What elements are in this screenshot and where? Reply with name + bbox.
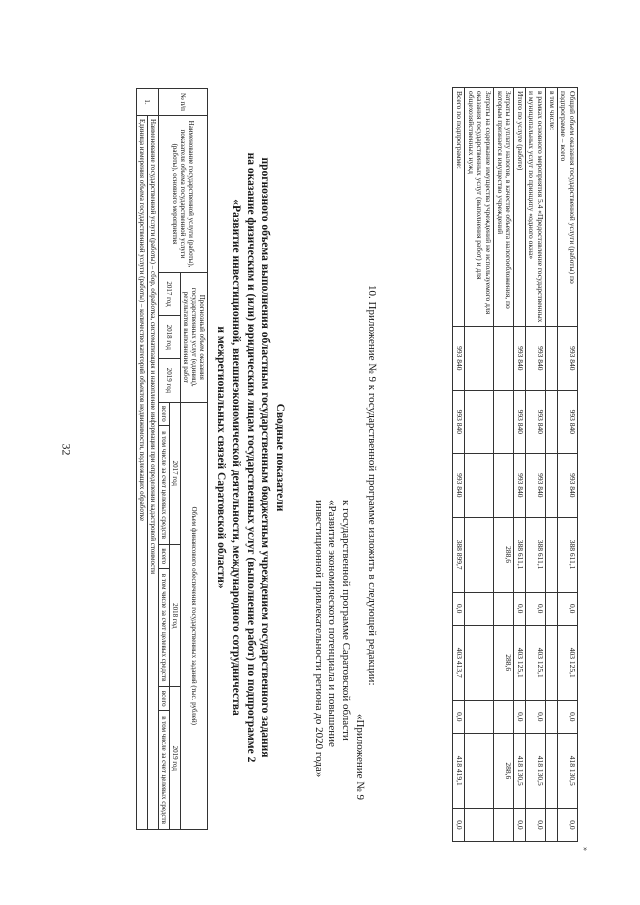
row-value (494, 390, 514, 454)
forecast-year: 2018 год (158, 316, 180, 359)
row-value: 288,6 (494, 517, 514, 592)
row-value: 403 125,1 (557, 625, 577, 700)
row-label: Всего по подпрограмме: (453, 88, 465, 327)
row-value: 288,6 (494, 625, 514, 700)
row-value: 0,0 (453, 592, 465, 625)
row-value: 993 840 (453, 327, 465, 391)
row-value: 0,0 (525, 808, 545, 841)
row-value (465, 327, 494, 391)
header-forecast: Прогнозный объем оказания государственных услуг (единиц), результатов выполнения работ (180, 273, 207, 403)
row-value: 0,0 (525, 592, 545, 625)
row-value: 388 611,1 (525, 517, 545, 592)
row-value (546, 390, 558, 454)
row-label: в том числе: (546, 88, 558, 327)
row-value: 0,0 (514, 808, 526, 841)
row-value: 993 840 (514, 327, 526, 391)
finance-total: всего (158, 545, 169, 569)
row-value (465, 592, 494, 625)
row-value: 0,0 (525, 700, 545, 733)
unit-row: Единица измерения объема государственной услуги (работы) – количество категорий объектов недвижимости, подлежащих обработке (136, 116, 147, 830)
title-line: на оказание физическим и (или) юридическим лицам государственных услуг (выполнение работ) по подпрограмме 2 (244, 152, 257, 763)
appendix-line: «Приложение № 9 (354, 713, 366, 800)
finance-year: 2019 год (169, 687, 180, 830)
row-value: 993 840 (453, 390, 465, 454)
finance-incl: в том числе за счет целевых средств (158, 426, 169, 545)
row-value: 288,6 (494, 733, 514, 808)
table-row (514, 88, 526, 842)
row-value (546, 700, 558, 733)
appendix-line: к государственной программе Саратовской области (340, 500, 353, 741)
row-value: 388 899,7 (453, 517, 465, 592)
title-line: и межрегиональных связей Саратовской области» (215, 326, 228, 589)
row-value (546, 592, 558, 625)
row-value: 0,0 (557, 808, 577, 841)
financing-summary-table (453, 87, 579, 842)
forecast-year: 2017 год (158, 273, 180, 316)
finance-total: всего (158, 402, 169, 426)
row-label: Затраты на уплату налогов, в качестве объекта налогообложения, по которым признается имущество учреждений (494, 88, 514, 327)
side-mark: » (581, 847, 590, 851)
row-value: 993 840 (514, 390, 526, 454)
row-number: 1. (136, 89, 158, 116)
row-value (465, 700, 494, 733)
table-row (557, 88, 577, 842)
row-label: Затраты на содержание имущества учреждений не используемого для оказания государственных услуг (выполнения работ) и для общехозяйственных нужд (465, 88, 494, 327)
finance-incl: в том числе за счет целевых средств (158, 568, 169, 687)
row-value (494, 592, 514, 625)
row-value (465, 454, 494, 518)
row-value: 0,0 (557, 700, 577, 733)
table-row (546, 88, 558, 842)
row-value: 0,0 (514, 700, 526, 733)
row-value (465, 733, 494, 808)
row-label: в рамках основного мероприятия 5.4 «Предоставление государственных и муниципальных услуг по принципу «одного окна» (525, 88, 545, 327)
row-label: Общий объем оказания государственной услуги (работы) по подпрограмме – всего (557, 88, 577, 327)
row-value: 0,0 (557, 592, 577, 625)
row-value: 993 840 (557, 390, 577, 454)
row-value: 0,0 (514, 592, 526, 625)
row-value (546, 454, 558, 518)
row-value (494, 327, 514, 391)
row-value: 993 840 (557, 327, 577, 391)
row-value: 993 840 (514, 454, 526, 518)
row-value: 993 840 (525, 454, 545, 518)
row-value: 993 840 (557, 454, 577, 518)
row-value: 403 125,1 (525, 625, 545, 700)
appendix-header (311, 500, 366, 800)
service-name-row: Наименование государственной услуги (работы) – сбор, обработка, систематизация и накопление информации при определении кадастровой стоимости (147, 116, 158, 830)
row-value: 403 125,1 (514, 625, 526, 700)
row-value: 0,0 (453, 700, 465, 733)
row-value (546, 517, 558, 592)
table-row (465, 88, 494, 842)
appendix-line: «Развитие экономического потенциала и повышение (326, 500, 339, 747)
row-value: 418 130,5 (525, 733, 545, 808)
row-value (494, 454, 514, 518)
indicators-table (136, 88, 208, 830)
title-line: «Развитие инвестиционной, внешнеэкономической деятельности, международного сотрудничества (229, 199, 242, 716)
row-value: 403 413,7 (453, 625, 465, 700)
row-value (465, 808, 494, 841)
table-row (494, 88, 514, 842)
document-title (213, 85, 287, 830)
row-value (494, 700, 514, 733)
row-label: Итого по услуге (работе) (514, 88, 526, 327)
table-row (525, 88, 545, 842)
row-value: 388 611,1 (514, 517, 526, 592)
row-value: 0,0 (453, 808, 465, 841)
header-service-name: Наименование государственной услуги (работы), показателя объема государственной услуги (работы), основного мероприятия (158, 116, 207, 273)
row-value: 993 840 (453, 454, 465, 518)
forecast-year: 2019 год (158, 359, 180, 402)
row-value (465, 517, 494, 592)
row-value: 388 611,1 (557, 517, 577, 592)
page-number: 32 (59, 443, 74, 456)
finance-incl: в том числе за счет целевых средств (158, 711, 169, 830)
row-value (546, 808, 558, 841)
finance-year: 2017 год (169, 402, 180, 544)
row-value: 993 840 (525, 390, 545, 454)
title-line: Сводные показатели (274, 403, 286, 512)
row-value (494, 808, 514, 841)
appendix-line: инвестиционной привлекательности региона до 2020 года» (312, 500, 325, 778)
row-value: 418 130,5 (557, 733, 577, 808)
row-value (465, 390, 494, 454)
header-num: № п/п (158, 89, 207, 116)
row-value (546, 733, 558, 808)
header-finance: Объем финансового обеспечения государственных заданий (тыс. рублей) (180, 402, 207, 829)
finance-total: всего (158, 687, 169, 711)
row-value (546, 327, 558, 391)
row-value: 418 130,5 (514, 733, 526, 808)
finance-year: 2018 год (169, 545, 180, 687)
row-value: 993 840 (525, 327, 545, 391)
table-row (453, 88, 465, 842)
amendment-caption: 10. Приложение № 9 к государственной программе изложить в следующей редакции: (366, 285, 378, 686)
row-value (465, 625, 494, 700)
row-value: 418 419,1 (453, 733, 465, 808)
title-line: прогнозного объема выполнения областным государственным бюджетным учреждением государственного задания (259, 157, 272, 758)
row-value (546, 625, 558, 700)
